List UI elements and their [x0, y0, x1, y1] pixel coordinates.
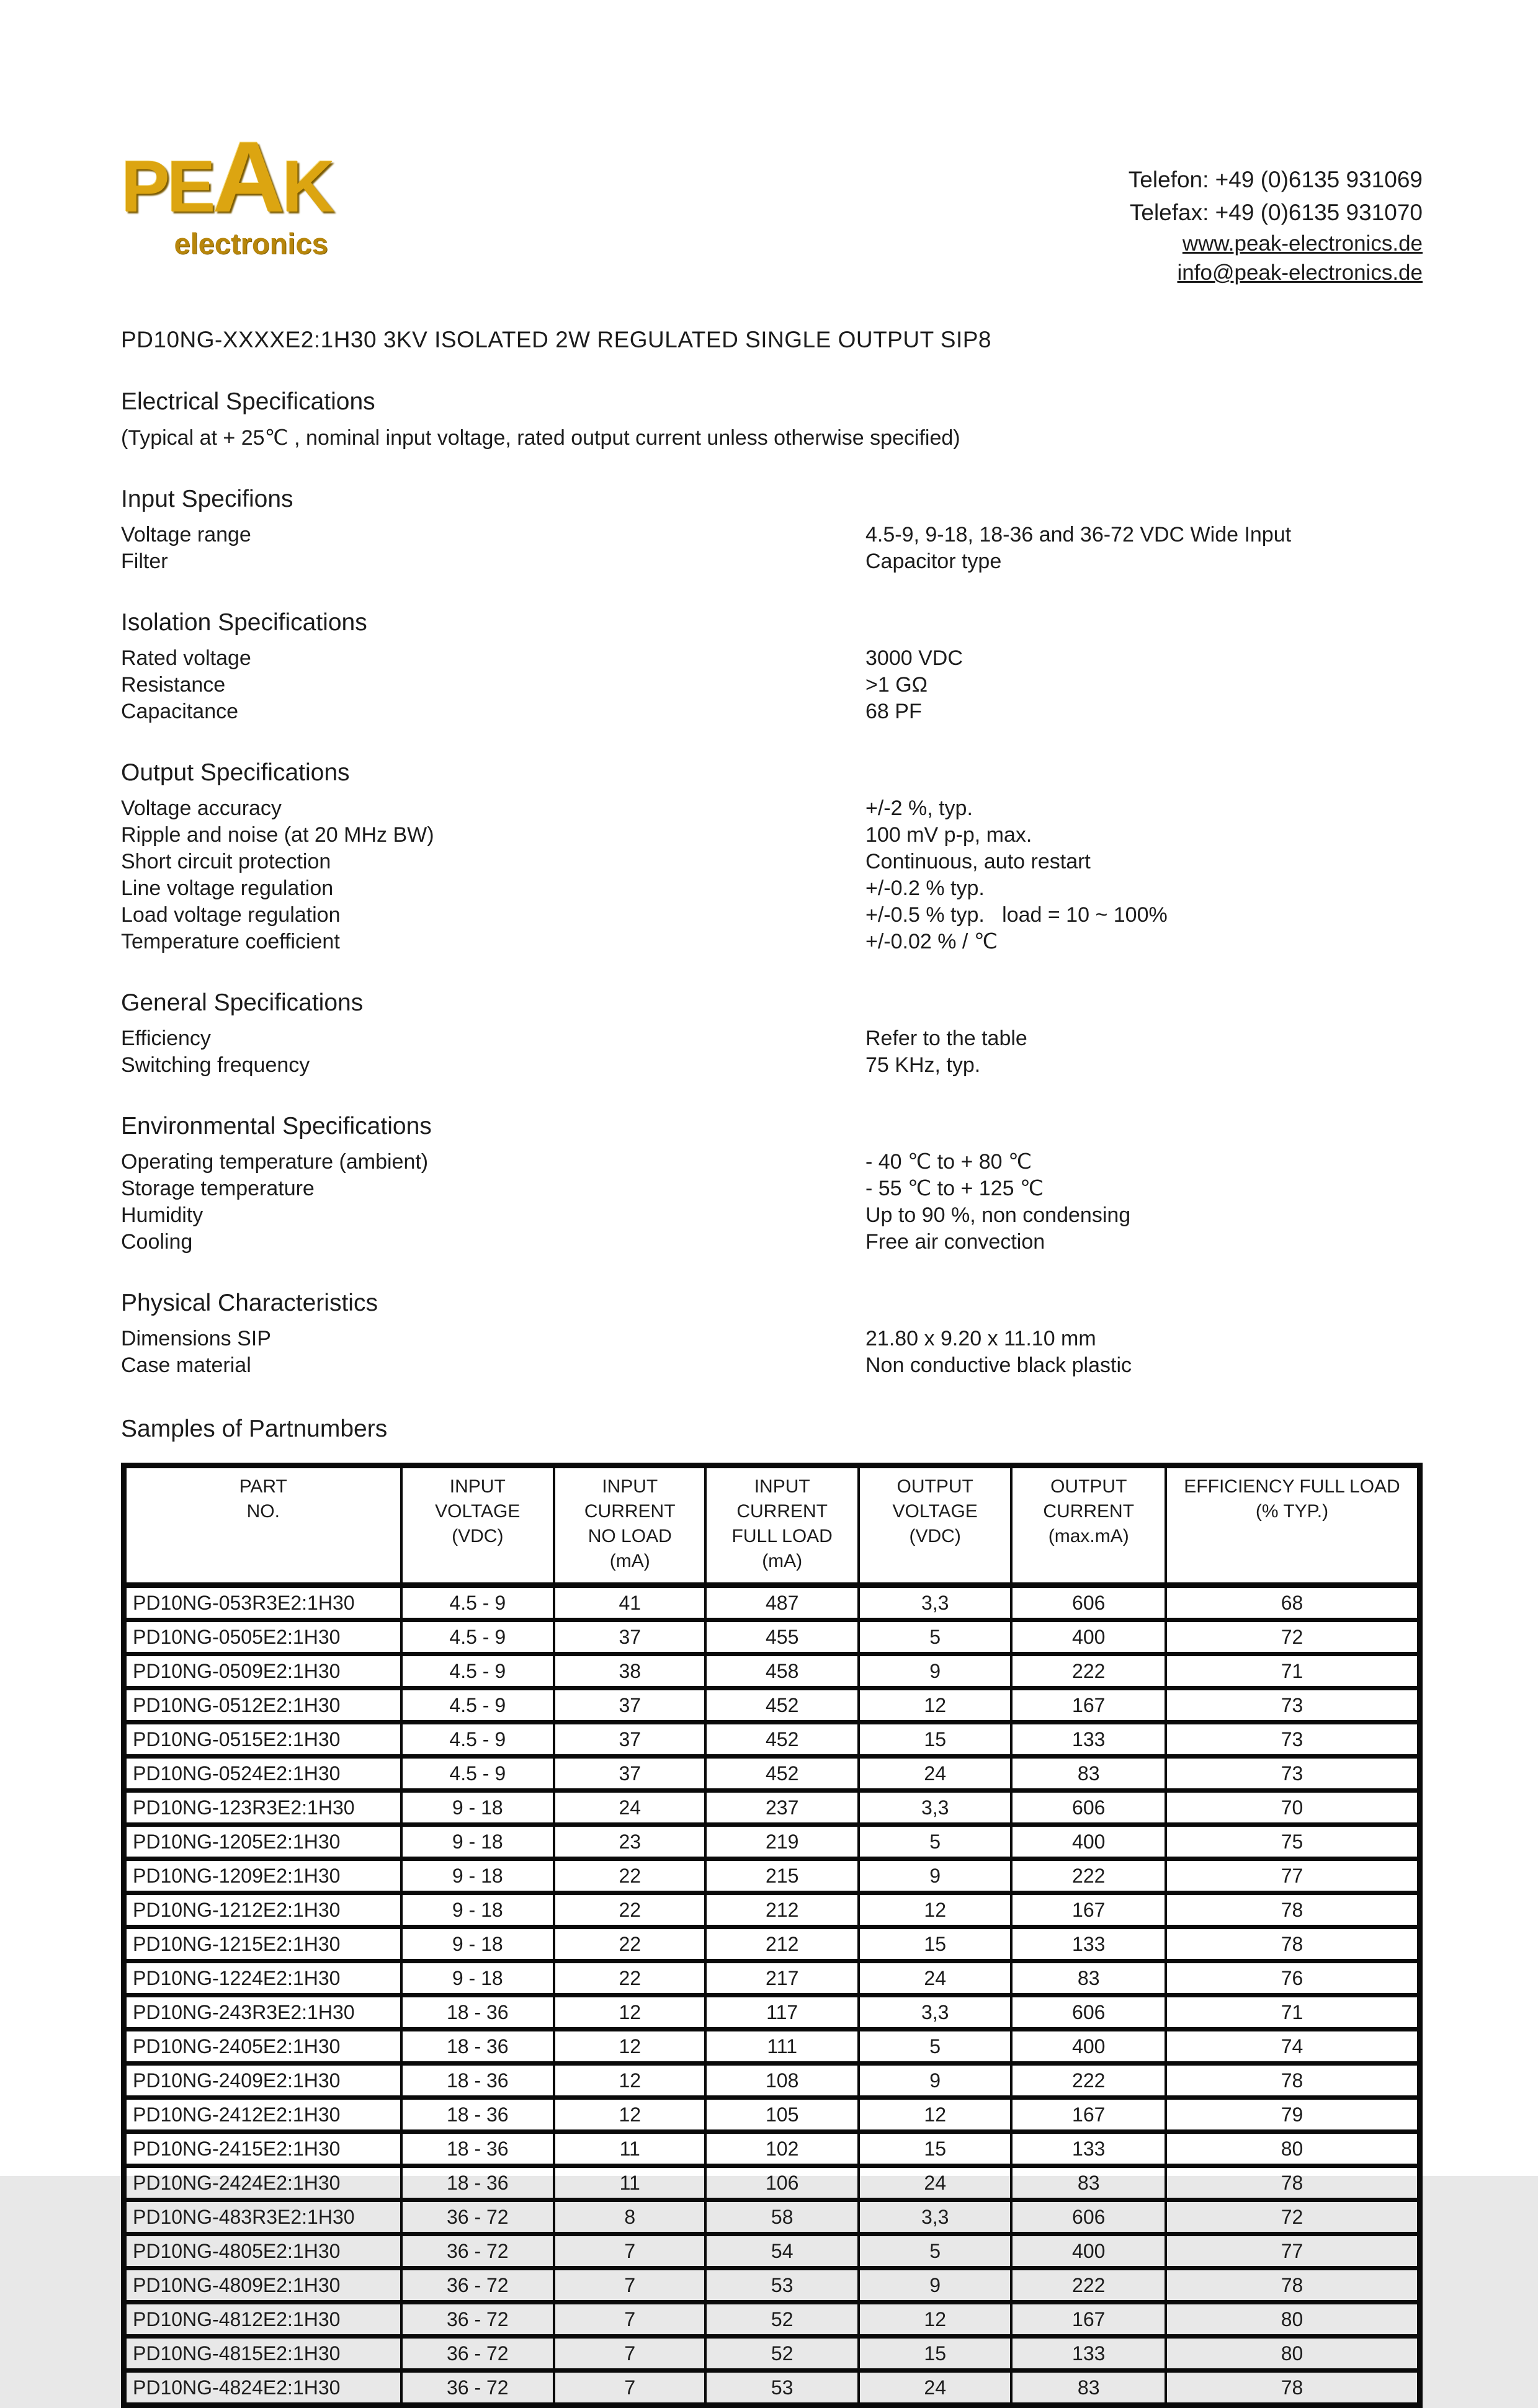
value-cell: 15 — [859, 1927, 1012, 1961]
spec-label: Voltage range — [121, 523, 251, 546]
contact-telefax: Telefax: +49 (0)6135 931070 — [1129, 200, 1423, 225]
table-row — [124, 2371, 1420, 2406]
value-cell: 37 — [554, 1620, 705, 1654]
value-cell: 4.5 - 9 — [401, 1620, 555, 1654]
value-cell: 12 — [859, 2098, 1012, 2132]
part-no-cell: PD10NG-123R3E2:1H30 — [124, 1791, 401, 1825]
value-cell: 36 - 72 — [401, 2268, 555, 2303]
value-cell: 4.5 - 9 — [401, 1757, 555, 1791]
part-no-cell: PD10NG-4809E2:1H30 — [124, 2268, 401, 2303]
spec-label: Ripple and noise (at 20 MHz BW) — [121, 823, 434, 847]
logo-letter: A — [212, 121, 282, 233]
value-cell: 80 — [1166, 2303, 1420, 2337]
value-cell: 3,3 — [859, 1791, 1012, 1825]
value-cell: 9 - 18 — [401, 1791, 555, 1825]
table-row — [124, 1688, 1420, 1723]
value-cell: 80 — [1166, 2337, 1420, 2371]
table-row — [124, 2030, 1420, 2064]
spec-label: Dimensions SIP — [121, 1327, 271, 1350]
column-header: OUTPUT VOLTAGE (VDC) — [859, 1466, 1012, 1585]
value-cell: 24 — [859, 2371, 1012, 2406]
value-cell: 237 — [705, 1791, 859, 1825]
value-cell: 12 — [859, 1893, 1012, 1927]
spec-value: 3000 VDC — [865, 646, 963, 670]
value-cell: 9 — [859, 2064, 1012, 2098]
spec-label: Load voltage regulation — [121, 903, 341, 927]
part-no-cell: PD10NG-2415E2:1H30 — [124, 2132, 401, 2166]
value-cell: 12 — [554, 2064, 705, 2098]
spec-value: +/-0.2 % typ. — [865, 876, 985, 900]
value-cell: 68 — [1166, 1585, 1420, 1620]
value-cell: 77 — [1166, 2234, 1420, 2268]
value-cell: 167 — [1011, 1688, 1166, 1723]
value-cell: 71 — [1166, 1654, 1420, 1688]
value-cell: 36 - 72 — [401, 2371, 555, 2406]
value-cell: 58 — [705, 2200, 859, 2234]
value-cell: 37 — [554, 1688, 705, 1723]
value-cell: 9 — [859, 2268, 1012, 2303]
value-cell: 18 - 36 — [401, 1996, 555, 2030]
value-cell: 72 — [1166, 1620, 1420, 1654]
spec-rows — [121, 1149, 1423, 1255]
column-header: PART NO. — [124, 1466, 401, 1585]
value-cell: 78 — [1166, 2166, 1420, 2200]
value-cell: 24 — [859, 1757, 1012, 1791]
value-cell: 78 — [1166, 1927, 1420, 1961]
spec-value: 75 KHz, typ. — [865, 1053, 981, 1077]
value-cell: 24 — [859, 2166, 1012, 2200]
section-heading: General Specifications — [121, 989, 364, 1016]
value-cell: 83 — [1011, 1961, 1166, 1996]
value-cell: 73 — [1166, 1757, 1420, 1791]
spec-value: +/-0.02 % / ℃ — [865, 930, 998, 953]
peak-logo — [121, 121, 332, 260]
table-row — [124, 1961, 1420, 1996]
column-header: EFFICIENCY FULL LOAD (% TYP.) — [1166, 1466, 1420, 1585]
section-heading: Physical Characteristics — [121, 1290, 378, 1316]
table-row — [124, 1825, 1420, 1859]
spec-label: Storage temperature — [121, 1177, 315, 1200]
value-cell: 12 — [554, 2030, 705, 2064]
value-cell: 18 - 36 — [401, 2132, 555, 2166]
value-cell: 11 — [554, 2132, 705, 2166]
section-heading: Input Specifions — [121, 486, 293, 512]
part-no-cell: PD10NG-1212E2:1H30 — [124, 1893, 401, 1927]
spec-value: - 55 ℃ to + 125 ℃ — [865, 1177, 1044, 1200]
value-cell: 167 — [1011, 1893, 1166, 1927]
value-cell: 54 — [705, 2234, 859, 2268]
value-cell: 37 — [554, 1757, 705, 1791]
value-cell: 9 - 18 — [401, 1825, 555, 1859]
part-no-cell: PD10NG-0524E2:1H30 — [124, 1757, 401, 1791]
value-cell: 53 — [705, 2268, 859, 2303]
value-cell: 24 — [554, 1791, 705, 1825]
value-cell: 400 — [1011, 1620, 1166, 1654]
table-row — [124, 2166, 1420, 2200]
spec-rows — [121, 1025, 1423, 1079]
contact-telefon: Telefon: +49 (0)6135 931069 — [1128, 167, 1423, 192]
value-cell: 36 - 72 — [401, 2234, 555, 2268]
value-cell: 217 — [705, 1961, 859, 1996]
spec-value: Non conductive black plastic — [865, 1353, 1132, 1377]
value-cell: 606 — [1011, 1791, 1166, 1825]
spec-label: Short circuit protection — [121, 850, 331, 873]
part-no-cell: PD10NG-2409E2:1H30 — [124, 2064, 401, 2098]
value-cell: 9 - 18 — [401, 1859, 555, 1893]
table-row — [124, 1620, 1420, 1654]
value-cell: 70 — [1166, 1791, 1420, 1825]
value-cell: 79 — [1166, 2098, 1420, 2132]
table-row — [124, 2234, 1420, 2268]
spec-value: >1 GΩ — [865, 673, 928, 697]
spec-label: Switching frequency — [121, 1053, 310, 1077]
spec-value: +/-0.5 % typ. load = 10 ~ 100% — [865, 903, 1168, 927]
contact-block — [1129, 163, 1423, 287]
website-link[interactable]: www.peak-electronics.de — [1182, 231, 1423, 256]
part-no-cell: PD10NG-1209E2:1H30 — [124, 1859, 401, 1893]
value-cell: 52 — [705, 2337, 859, 2371]
value-cell: 83 — [1011, 2166, 1166, 2200]
value-cell: 452 — [705, 1757, 859, 1791]
value-cell: 102 — [705, 2132, 859, 2166]
value-cell: 22 — [554, 1859, 705, 1893]
value-cell: 108 — [705, 2064, 859, 2098]
table-row — [124, 1859, 1420, 1893]
value-cell: 4.5 - 9 — [401, 1723, 555, 1757]
part-no-cell: PD10NG-4805E2:1H30 — [124, 2234, 401, 2268]
value-cell: 222 — [1011, 1654, 1166, 1688]
part-no-cell: PD10NG-0515E2:1H30 — [124, 1723, 401, 1757]
spec-value: +/-2 %, typ. — [865, 796, 973, 820]
table-row — [124, 1791, 1420, 1825]
spec-label: Rated voltage — [121, 646, 251, 670]
spec-value: 21.80 x 9.20 x 11.10 mm — [865, 1327, 1096, 1350]
value-cell: 78 — [1166, 1893, 1420, 1927]
column-header: OUTPUT CURRENT (max.mA) — [1011, 1466, 1166, 1585]
value-cell: 36 - 72 — [401, 2303, 555, 2337]
value-cell: 7 — [554, 2303, 705, 2337]
spec-value: 4.5-9, 9-18, 18-36 and 36-72 VDC Wide Input — [865, 523, 1292, 546]
value-cell: 4.5 - 9 — [401, 1585, 555, 1620]
part-no-cell: PD10NG-0509E2:1H30 — [124, 1654, 401, 1688]
value-cell: 9 - 18 — [401, 1893, 555, 1927]
page-title: PD10NG-XXXXE2:1H30 3KV ISOLATED 2W REGULATED SINGLE OUTPUT SIP8 — [121, 327, 991, 352]
value-cell: 12 — [554, 2098, 705, 2132]
table-row — [124, 1654, 1420, 1688]
spec-label: Case material — [121, 1353, 251, 1377]
part-no-cell: PD10NG-1215E2:1H30 — [124, 1927, 401, 1961]
value-cell: 12 — [859, 2303, 1012, 2337]
part-no-cell: PD10NG-1205E2:1H30 — [124, 1825, 401, 1859]
value-cell: 38 — [554, 1654, 705, 1688]
value-cell: 76 — [1166, 1961, 1420, 1996]
value-cell: 5 — [859, 2030, 1012, 2064]
spec-label: Filter — [121, 550, 168, 573]
spec-sections — [121, 386, 1423, 1379]
spec-value: Refer to the table — [865, 1027, 1027, 1050]
partnumbers-table — [121, 1463, 1423, 2408]
spec-value: Capacitor type — [865, 550, 1002, 573]
value-cell: 167 — [1011, 2098, 1166, 2132]
value-cell: 72 — [1166, 2200, 1420, 2234]
spec-value: Up to 90 %, non condensing — [865, 1203, 1131, 1227]
value-cell: 18 - 36 — [401, 2064, 555, 2098]
part-no-cell: PD10NG-4812E2:1H30 — [124, 2303, 401, 2337]
part-no-cell: PD10NG-2412E2:1H30 — [124, 2098, 401, 2132]
part-no-cell: PD10NG-1224E2:1H30 — [124, 1961, 401, 1996]
value-cell: 133 — [1011, 2132, 1166, 2166]
spec-rows — [121, 1326, 1423, 1379]
value-cell: 18 - 36 — [401, 2030, 555, 2064]
value-cell: 400 — [1011, 1825, 1166, 1859]
table-row — [124, 2303, 1420, 2337]
value-cell: 606 — [1011, 2200, 1166, 2234]
value-cell: 37 — [554, 1723, 705, 1757]
part-no-cell: PD10NG-053R3E2:1H30 — [124, 1585, 401, 1620]
table-row — [124, 1893, 1420, 1927]
logo-letter: E — [166, 146, 213, 228]
part-no-cell: PD10NG-2424E2:1H30 — [124, 2166, 401, 2200]
value-cell: 3,3 — [859, 1585, 1012, 1620]
table-row — [124, 2064, 1420, 2098]
value-cell: 75 — [1166, 1825, 1420, 1859]
page-header — [121, 121, 1423, 287]
section-heading: Isolation Specifications — [121, 609, 367, 636]
value-cell: 212 — [705, 1927, 859, 1961]
part-no-cell: PD10NG-243R3E2:1H30 — [124, 1996, 401, 2030]
spec-label: Temperature coefficient — [121, 930, 340, 953]
spec-value: Free air convection — [865, 1230, 1045, 1254]
spec-label: Efficiency — [121, 1027, 211, 1050]
value-cell: 9 - 18 — [401, 1961, 555, 1996]
section-heading: Electrical Specifications — [121, 388, 375, 415]
value-cell: 219 — [705, 1825, 859, 1859]
table-row — [124, 1757, 1420, 1791]
value-cell: 15 — [859, 2337, 1012, 2371]
value-cell: 4.5 - 9 — [401, 1688, 555, 1723]
section-heading: Environmental Specifications — [121, 1113, 432, 1139]
table-row — [124, 2200, 1420, 2234]
column-header: INPUT CURRENT NO LOAD (mA) — [554, 1466, 705, 1585]
value-cell: 23 — [554, 1825, 705, 1859]
table-row — [124, 2337, 1420, 2371]
value-cell: 133 — [1011, 1723, 1166, 1757]
section-note: (Typical at + 25℃ , nominal input voltage, rated output current unless otherwise specified) — [121, 426, 960, 450]
value-cell: 9 — [859, 1859, 1012, 1893]
value-cell: 11 — [554, 2166, 705, 2200]
logo-letter: P — [121, 146, 167, 228]
value-cell: 18 - 36 — [401, 2166, 555, 2200]
value-cell: 7 — [554, 2371, 705, 2406]
table-row — [124, 2132, 1420, 2166]
part-no-cell: PD10NG-0512E2:1H30 — [124, 1688, 401, 1723]
value-cell: 15 — [859, 2132, 1012, 2166]
table-heading: Samples of Partnumbers — [121, 1416, 388, 1442]
spec-label: Line voltage regulation — [121, 876, 334, 900]
spec-value: 100 mV p-p, max. — [865, 823, 1032, 847]
value-cell: 9 — [859, 1654, 1012, 1688]
value-cell: 3,3 — [859, 1996, 1012, 2030]
part-no-cell: PD10NG-4824E2:1H30 — [124, 2371, 401, 2406]
value-cell: 22 — [554, 1961, 705, 1996]
value-cell: 452 — [705, 1688, 859, 1723]
value-cell: 36 - 72 — [401, 2337, 555, 2371]
value-cell: 212 — [705, 1893, 859, 1927]
logo-word — [121, 121, 332, 233]
table-row — [124, 1723, 1420, 1757]
value-cell: 78 — [1166, 2064, 1420, 2098]
value-cell: 36 - 72 — [401, 2200, 555, 2234]
value-cell: 400 — [1011, 2030, 1166, 2064]
column-header: INPUT VOLTAGE (VDC) — [401, 1466, 555, 1585]
value-cell: 12 — [859, 1688, 1012, 1723]
spec-rows — [121, 645, 1423, 725]
value-cell: 117 — [705, 1996, 859, 2030]
value-cell: 77 — [1166, 1859, 1420, 1893]
value-cell: 18 - 36 — [401, 2098, 555, 2132]
value-cell: 105 — [705, 2098, 859, 2132]
value-cell: 7 — [554, 2337, 705, 2371]
value-cell: 78 — [1166, 2268, 1420, 2303]
value-cell: 15 — [859, 1723, 1012, 1757]
value-cell: 5 — [859, 2234, 1012, 2268]
email-link[interactable]: info@peak-electronics.de — [1177, 261, 1423, 285]
spec-label: Resistance — [121, 673, 226, 697]
value-cell: 167 — [1011, 2303, 1166, 2337]
value-cell: 111 — [705, 2030, 859, 2064]
value-cell: 133 — [1011, 1927, 1166, 1961]
value-cell: 22 — [554, 1927, 705, 1961]
value-cell: 455 — [705, 1620, 859, 1654]
value-cell: 133 — [1011, 2337, 1166, 2371]
value-cell: 4.5 - 9 — [401, 1654, 555, 1688]
value-cell: 52 — [705, 2303, 859, 2337]
table-row — [124, 1996, 1420, 2030]
value-cell: 12 — [554, 1996, 705, 2030]
value-cell: 5 — [859, 1825, 1012, 1859]
part-no-cell: PD10NG-2405E2:1H30 — [124, 2030, 401, 2064]
value-cell: 5 — [859, 1620, 1012, 1654]
table-row — [124, 1927, 1420, 1961]
value-cell: 8 — [554, 2200, 705, 2234]
part-no-cell: PD10NG-483R3E2:1H30 — [124, 2200, 401, 2234]
spec-rows — [121, 795, 1423, 955]
spec-label: Operating temperature (ambient) — [121, 1150, 429, 1174]
value-cell: 106 — [705, 2166, 859, 2200]
value-cell: 7 — [554, 2268, 705, 2303]
value-cell: 71 — [1166, 1996, 1420, 2030]
value-cell: 83 — [1011, 2371, 1166, 2406]
value-cell: 452 — [705, 1723, 859, 1757]
value-cell: 3,3 — [859, 2200, 1012, 2234]
part-no-cell: PD10NG-4815E2:1H30 — [124, 2337, 401, 2371]
value-cell: 606 — [1011, 1585, 1166, 1620]
table-row — [124, 2268, 1420, 2303]
logo-letter: K — [282, 146, 332, 228]
table-row — [124, 1585, 1420, 1620]
value-cell: 22 — [554, 1893, 705, 1927]
value-cell: 215 — [705, 1859, 859, 1893]
column-header: INPUT CURRENT FULL LOAD (mA) — [705, 1466, 859, 1585]
value-cell: 487 — [705, 1585, 859, 1620]
value-cell: 83 — [1011, 1757, 1166, 1791]
value-cell: 78 — [1166, 2371, 1420, 2406]
value-cell: 7 — [554, 2234, 705, 2268]
spec-label: Humidity — [121, 1203, 203, 1227]
value-cell: 73 — [1166, 1688, 1420, 1723]
value-cell: 400 — [1011, 2234, 1166, 2268]
spec-value: 68 PF — [865, 700, 922, 723]
value-cell: 41 — [554, 1585, 705, 1620]
spec-value: Continuous, auto restart — [865, 850, 1091, 873]
value-cell: 222 — [1011, 1859, 1166, 1893]
spec-rows — [121, 522, 1423, 575]
value-cell: 74 — [1166, 2030, 1420, 2064]
part-no-cell: PD10NG-0505E2:1H30 — [124, 1620, 401, 1654]
spec-value: - 40 ℃ to + 80 ℃ — [865, 1150, 1032, 1174]
section-heading: Output Specifications — [121, 759, 350, 786]
spec-label: Voltage accuracy — [121, 796, 282, 820]
value-cell: 9 - 18 — [401, 1927, 555, 1961]
table-header — [124, 1466, 1420, 1585]
value-cell: 222 — [1011, 2268, 1166, 2303]
table-row — [124, 2098, 1420, 2132]
spec-label: Cooling — [121, 1230, 193, 1254]
value-cell: 73 — [1166, 1723, 1420, 1757]
value-cell: 458 — [705, 1654, 859, 1688]
value-cell: 53 — [705, 2371, 859, 2406]
value-cell: 80 — [1166, 2132, 1420, 2166]
value-cell: 606 — [1011, 1996, 1166, 2030]
value-cell: 222 — [1011, 2064, 1166, 2098]
logo-subtext: electronics — [174, 227, 328, 260]
value-cell: 24 — [859, 1961, 1012, 1996]
spec-label: Capacitance — [121, 700, 239, 723]
